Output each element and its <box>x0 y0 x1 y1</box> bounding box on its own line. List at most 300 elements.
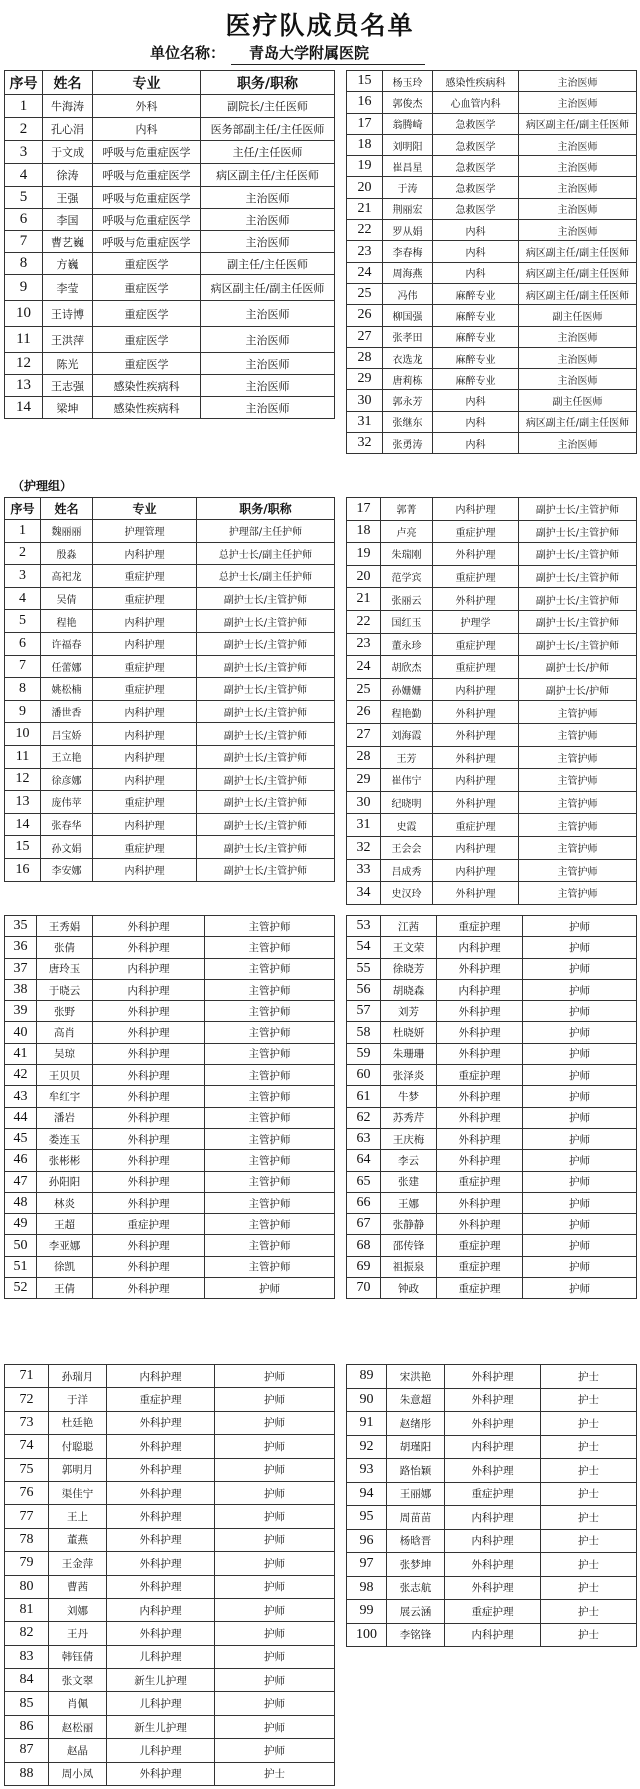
cell-name: 翁腾崎 <box>383 113 433 134</box>
cell-specialty: 外科护理 <box>107 1458 215 1481</box>
cell-name: 崔昌星 <box>383 156 433 177</box>
cell-title: 主管护师 <box>205 1001 335 1022</box>
cell-name: 潘世香 <box>41 700 93 723</box>
cell-name: 刘娜 <box>49 1598 107 1621</box>
table-row <box>5 1715 335 1738</box>
cell-specialty: 外科护理 <box>93 1171 205 1192</box>
cell-seq: 30 <box>347 390 383 411</box>
cell-name: 张文翠 <box>49 1669 107 1692</box>
cell-specialty: 外科护理 <box>107 1528 215 1551</box>
cell-title: 护师 <box>523 1235 637 1256</box>
table-row <box>5 1107 335 1128</box>
cell-name: 梁坤 <box>43 397 93 419</box>
cell-name: 殷淼 <box>41 542 93 565</box>
cell-title: 护士 <box>541 1576 637 1600</box>
cell-seq: 4 <box>5 587 41 610</box>
cell-seq: 99 <box>347 1600 387 1624</box>
cell-title: 护师 <box>215 1505 335 1528</box>
cell-title: 主治医师 <box>201 301 335 327</box>
cell-specialty: 外科护理 <box>93 937 205 958</box>
cell-seq: 1 <box>5 520 41 543</box>
cell-specialty: 外科护理 <box>433 791 519 814</box>
cell-name: 史汉玲 <box>381 882 433 905</box>
cell-name: 郭明月 <box>49 1458 107 1481</box>
cell-seq: 84 <box>5 1669 49 1692</box>
cell-specialty: 外科护理 <box>433 882 519 905</box>
cell-name: 杨玉玲 <box>383 71 433 92</box>
cell-title: 病区副主任/副主任医师 <box>201 275 335 301</box>
cell-seq: 48 <box>5 1192 37 1213</box>
table-row <box>5 723 335 746</box>
cell-title: 副主任/主任医师 <box>201 253 335 275</box>
cell-seq: 3 <box>5 141 43 164</box>
column-header-seq: 序号 <box>5 498 41 520</box>
cell-name: 王会会 <box>381 836 433 859</box>
cell-seq: 3 <box>5 565 41 588</box>
cell-seq: 76 <box>5 1481 49 1504</box>
table-row <box>347 814 637 837</box>
table-row <box>347 241 637 262</box>
cell-title: 护师 <box>523 1043 637 1064</box>
cell-specialty: 重症护理 <box>93 565 197 588</box>
cell-name: 王强 <box>43 187 93 209</box>
cell-title: 护师 <box>523 1065 637 1086</box>
cell-seq: 52 <box>5 1278 37 1299</box>
cell-specialty: 重症护理 <box>93 587 197 610</box>
cell-title: 护士 <box>541 1529 637 1553</box>
cell-name: 庞伟苹 <box>41 791 93 814</box>
table-row <box>5 1214 335 1235</box>
table-row <box>5 1043 335 1064</box>
table-row <box>5 565 335 588</box>
cell-name: 张丽云 <box>381 588 433 611</box>
cell-name: 胡瑾阳 <box>387 1435 445 1459</box>
cell-seq: 15 <box>5 836 41 859</box>
cell-name: 张静静 <box>381 1214 437 1235</box>
cell-title: 副护士长/主管护师 <box>519 565 637 588</box>
cell-specialty: 心血管内科 <box>433 92 519 113</box>
cell-specialty: 内科护理 <box>433 836 519 859</box>
cell-name: 王娜 <box>381 1192 437 1213</box>
table-row <box>5 655 335 678</box>
cell-seq: 16 <box>5 858 41 881</box>
table-row <box>5 327 335 353</box>
cell-specialty: 急救医学 <box>433 113 519 134</box>
cell-specialty: 麻醉专业 <box>433 305 519 326</box>
table-row <box>5 209 335 231</box>
table-row <box>5 836 335 859</box>
cell-title: 护师 <box>523 1107 637 1128</box>
table-row <box>5 1256 335 1277</box>
cell-title: 主管护师 <box>519 769 637 792</box>
cell-seq: 85 <box>5 1692 49 1715</box>
doctor-table-left <box>4 70 335 419</box>
cell-specialty: 重症护理 <box>445 1600 541 1624</box>
table-row <box>5 1552 335 1575</box>
table-row <box>5 1086 335 1107</box>
table-row <box>5 275 335 301</box>
cell-name: 祖振泉 <box>381 1256 437 1277</box>
cell-title: 主管护师 <box>205 1128 335 1149</box>
cell-specialty: 外科护理 <box>93 1278 205 1299</box>
cell-specialty: 儿科护理 <box>107 1645 215 1668</box>
cell-specialty: 外科护理 <box>93 1192 205 1213</box>
cell-seq: 21 <box>347 588 381 611</box>
cell-seq: 15 <box>347 71 383 92</box>
cell-title: 主治医师 <box>519 156 637 177</box>
cell-title: 副主任医师 <box>519 305 637 326</box>
cell-name: 范学宾 <box>381 565 433 588</box>
table-row <box>347 916 637 937</box>
cell-seq: 35 <box>5 916 37 937</box>
cell-title: 护士 <box>541 1482 637 1506</box>
table-row <box>347 678 637 701</box>
cell-name: 王秀娟 <box>37 916 93 937</box>
cell-specialty: 内科护理 <box>93 958 205 979</box>
cell-title: 副护士长/主管护师 <box>197 723 335 746</box>
cell-name: 王文荣 <box>381 937 437 958</box>
table-row <box>347 92 637 113</box>
cell-name: 胡晓森 <box>381 979 437 1000</box>
cell-title: 副护士长/主管护师 <box>197 655 335 678</box>
cell-title: 护士 <box>541 1365 637 1389</box>
cell-seq: 8 <box>5 678 41 701</box>
table-row <box>5 1762 335 1785</box>
cell-name: 于涛 <box>383 177 433 198</box>
table-row <box>347 836 637 859</box>
cell-seq: 26 <box>347 701 381 724</box>
cell-specialty: 重症医学 <box>93 275 201 301</box>
table-row <box>347 1107 637 1128</box>
cell-seq: 14 <box>5 397 43 419</box>
cell-title: 主治医师 <box>519 177 637 198</box>
cell-title: 主管护师 <box>205 1086 335 1107</box>
cell-seq: 16 <box>347 92 383 113</box>
cell-title: 护师 <box>523 1192 637 1213</box>
table-row <box>5 1388 335 1411</box>
cell-specialty: 内科护理 <box>93 768 197 791</box>
column-header-title: 职务/职称 <box>197 498 335 520</box>
cell-title: 护师 <box>215 1669 335 1692</box>
cell-specialty: 外科护理 <box>445 1365 541 1389</box>
cell-title: 副护士长/主管护师 <box>197 745 335 768</box>
cell-name: 郭俊杰 <box>383 92 433 113</box>
table-row <box>347 1278 637 1299</box>
cell-specialty: 内科护理 <box>93 745 197 768</box>
cell-title: 主管护师 <box>519 859 637 882</box>
cell-title: 主管护师 <box>205 1171 335 1192</box>
table-row <box>5 1692 335 1715</box>
cell-seq: 25 <box>347 678 381 701</box>
cell-specialty: 感染性疾病科 <box>433 71 519 92</box>
cell-specialty: 呼吸与危重症医学 <box>93 141 201 164</box>
table-row <box>347 1128 637 1149</box>
cell-specialty: 外科护理 <box>93 916 205 937</box>
table-row <box>347 520 637 543</box>
cell-title: 护师 <box>215 1598 335 1621</box>
cell-seq: 18 <box>347 134 383 155</box>
cell-name: 王超 <box>37 1214 93 1235</box>
cell-specialty: 重症医学 <box>93 301 201 327</box>
cell-title: 主治医师 <box>201 209 335 231</box>
table-row <box>347 134 637 155</box>
cell-name: 赵绪彤 <box>387 1412 445 1436</box>
cell-title: 副护士长/护师 <box>519 678 637 701</box>
cell-name: 赵晶 <box>49 1739 107 1762</box>
cell-name: 张孝田 <box>383 326 433 347</box>
cell-name: 李莹 <box>43 275 93 301</box>
cell-specialty: 重症医学 <box>93 353 201 375</box>
cell-specialty: 呼吸与危重症医学 <box>93 187 201 209</box>
table-row <box>5 1505 335 1528</box>
cell-specialty: 内科 <box>433 411 519 432</box>
cell-seq: 68 <box>347 1235 381 1256</box>
cell-seq: 10 <box>5 301 43 327</box>
nurse-table-71-88 <box>4 1364 335 1786</box>
cell-seq: 42 <box>5 1065 37 1086</box>
cell-seq: 92 <box>347 1435 387 1459</box>
cell-title: 主治医师 <box>519 71 637 92</box>
cell-specialty: 外科护理 <box>93 1150 205 1171</box>
table-row <box>347 1529 637 1553</box>
cell-name: 朱瑞刚 <box>381 543 433 566</box>
table-row <box>5 1171 335 1192</box>
table-row <box>347 1435 637 1459</box>
cell-title: 主治医师 <box>201 375 335 397</box>
cell-name: 唐玲玉 <box>37 958 93 979</box>
table-row <box>5 1598 335 1621</box>
cell-name: 孙文娟 <box>41 836 93 859</box>
cell-seq: 87 <box>5 1739 49 1762</box>
cell-specialty: 内科护理 <box>93 979 205 1000</box>
table-row <box>5 1622 335 1645</box>
cell-specialty: 急救医学 <box>433 156 519 177</box>
cell-specialty: 感染性疾病科 <box>93 397 201 419</box>
table-row <box>5 813 335 836</box>
cell-name: 方巍 <box>43 253 93 275</box>
cell-seq: 96 <box>347 1529 387 1553</box>
cell-seq: 41 <box>5 1043 37 1064</box>
cell-title: 护理部/主任护师 <box>197 520 335 543</box>
cell-name: 于晓云 <box>37 979 93 1000</box>
table-row <box>5 1411 335 1434</box>
table-row <box>5 1528 335 1551</box>
cell-title: 护士 <box>541 1459 637 1483</box>
cell-title: 护士 <box>541 1623 637 1647</box>
column-header-seq: 序号 <box>5 71 43 95</box>
cell-seq: 9 <box>5 275 43 301</box>
cell-title: 护师 <box>523 1001 637 1022</box>
cell-seq: 32 <box>347 836 381 859</box>
cell-specialty: 外科护理 <box>437 958 523 979</box>
cell-seq: 12 <box>5 768 41 791</box>
cell-name: 张泽炎 <box>381 1065 437 1086</box>
cell-seq: 56 <box>347 979 381 1000</box>
table-row <box>347 588 637 611</box>
cell-name: 张梦坤 <box>387 1553 445 1577</box>
cell-specialty: 内科护理 <box>437 937 523 958</box>
cell-seq: 67 <box>347 1214 381 1235</box>
cell-seq: 11 <box>5 327 43 353</box>
cell-name: 郭菁 <box>381 498 433 521</box>
cell-name: 钟政 <box>381 1278 437 1299</box>
cell-title: 主管护师 <box>519 836 637 859</box>
cell-name: 高肖 <box>37 1022 93 1043</box>
cell-title: 副护士长/护师 <box>519 656 637 679</box>
nurse-table-left <box>4 497 335 882</box>
cell-name: 韩钰倩 <box>49 1645 107 1668</box>
cell-name: 肖佩 <box>49 1692 107 1715</box>
cell-seq: 61 <box>347 1086 381 1107</box>
cell-seq: 78 <box>5 1528 49 1551</box>
cell-title: 主管护师 <box>519 814 637 837</box>
cell-specialty: 重症护理 <box>437 1235 523 1256</box>
cell-specialty: 护理管理 <box>93 520 197 543</box>
cell-name: 衣选龙 <box>383 347 433 368</box>
cell-specialty: 外科护理 <box>445 1412 541 1436</box>
cell-name: 柳国强 <box>383 305 433 326</box>
cell-name: 任蕾娜 <box>41 655 93 678</box>
table-row <box>5 768 335 791</box>
cell-title: 护师 <box>523 1150 637 1171</box>
cell-title: 护师 <box>215 1575 335 1598</box>
table-row <box>347 1171 637 1192</box>
cell-specialty: 外科护理 <box>445 1553 541 1577</box>
cell-title: 护师 <box>523 1214 637 1235</box>
cell-specialty: 麻醉专业 <box>433 347 519 368</box>
table-row <box>347 1600 637 1624</box>
table-row <box>5 141 335 164</box>
table-row <box>347 723 637 746</box>
cell-specialty: 重症护理 <box>93 1214 205 1235</box>
cell-seq: 51 <box>5 1256 37 1277</box>
cell-seq: 53 <box>347 916 381 937</box>
cell-name: 刘海霞 <box>381 723 433 746</box>
cell-name: 王洪萍 <box>43 327 93 353</box>
cell-title: 副院长/主任医师 <box>201 95 335 118</box>
table-row <box>347 1459 637 1483</box>
cell-seq: 23 <box>347 241 383 262</box>
cell-specialty: 重症医学 <box>93 253 201 275</box>
cell-name: 王上 <box>49 1505 107 1528</box>
cell-seq: 6 <box>5 632 41 655</box>
table-row <box>347 411 637 432</box>
cell-title: 护士 <box>215 1762 335 1785</box>
table-row <box>5 397 335 419</box>
cell-seq: 95 <box>347 1506 387 1530</box>
cell-seq: 28 <box>347 746 381 769</box>
page-title: 医疗队成员名单 <box>225 11 415 40</box>
cell-title: 护士 <box>541 1412 637 1436</box>
column-header-name: 姓名 <box>43 71 93 95</box>
cell-title: 主治医师 <box>201 353 335 375</box>
table-row <box>347 262 637 283</box>
cell-seq: 17 <box>347 498 381 521</box>
table-header-row <box>5 498 335 520</box>
cell-name: 纪晓明 <box>381 791 433 814</box>
cell-title: 副护士长/主管护师 <box>197 813 335 836</box>
cell-title: 护师 <box>215 1481 335 1504</box>
table-row <box>347 633 637 656</box>
cell-title: 护士 <box>541 1388 637 1412</box>
cell-title: 副护士长/主管护师 <box>197 610 335 633</box>
cell-title: 病区副主任/主任医师 <box>201 164 335 187</box>
table-row <box>347 1412 637 1436</box>
cell-title: 主管护师 <box>205 1214 335 1235</box>
cell-name: 郭永芳 <box>383 390 433 411</box>
cell-name: 国红玉 <box>381 610 433 633</box>
cell-title: 主管护师 <box>519 701 637 724</box>
cell-seq: 20 <box>347 565 381 588</box>
cell-seq: 29 <box>347 369 383 390</box>
cell-title: 主治医师 <box>519 92 637 113</box>
cell-title: 总护士长/副主任护师 <box>197 542 335 565</box>
cell-title: 主治医师 <box>201 231 335 253</box>
cell-name: 王倩 <box>37 1278 93 1299</box>
cell-seq: 77 <box>5 1505 49 1528</box>
cell-title: 护师 <box>215 1458 335 1481</box>
table-row <box>5 1128 335 1149</box>
cell-specialty: 儿科护理 <box>107 1739 215 1762</box>
cell-title: 主治医师 <box>519 433 637 454</box>
cell-title: 副主任医师 <box>519 390 637 411</box>
cell-specialty: 内科 <box>433 262 519 283</box>
table-row <box>5 587 335 610</box>
cell-seq: 27 <box>347 723 381 746</box>
cell-specialty: 外科护理 <box>107 1552 215 1575</box>
cell-name: 牛梦 <box>381 1086 437 1107</box>
cell-title: 护师 <box>523 1022 637 1043</box>
cell-title: 护师 <box>523 1278 637 1299</box>
table-row <box>347 177 637 198</box>
cell-seq: 86 <box>5 1715 49 1738</box>
cell-name: 荆丽宏 <box>383 198 433 219</box>
table-row <box>5 1458 335 1481</box>
cell-seq: 60 <box>347 1065 381 1086</box>
cell-specialty: 外科护理 <box>437 1128 523 1149</box>
cell-title: 主治医师 <box>201 397 335 419</box>
cell-seq: 39 <box>5 1001 37 1022</box>
table-row <box>5 979 335 1000</box>
cell-seq: 4 <box>5 164 43 187</box>
cell-title: 护师 <box>215 1435 335 1458</box>
table-row <box>5 1150 335 1171</box>
cell-name: 宋洪艳 <box>387 1365 445 1389</box>
cell-name: 渠佳宁 <box>49 1481 107 1504</box>
table-row <box>5 791 335 814</box>
table-row <box>347 746 637 769</box>
table-row <box>347 701 637 724</box>
table-row <box>347 958 637 979</box>
cell-name: 胡欣杰 <box>381 656 433 679</box>
cell-name: 周海燕 <box>383 262 433 283</box>
cell-specialty: 麻醉专业 <box>433 369 519 390</box>
cell-specialty: 内科护理 <box>93 610 197 633</box>
table-row <box>5 520 335 543</box>
cell-seq: 34 <box>347 882 381 905</box>
cell-specialty: 内科 <box>433 390 519 411</box>
cell-specialty: 内科护理 <box>93 858 197 881</box>
cell-name: 吴倩 <box>41 587 93 610</box>
table-row <box>347 369 637 390</box>
cell-title: 副护士长/主管护师 <box>519 520 637 543</box>
cell-seq: 13 <box>5 375 43 397</box>
cell-seq: 82 <box>5 1622 49 1645</box>
cell-seq: 24 <box>347 656 381 679</box>
table-header-row <box>5 71 335 95</box>
cell-specialty: 内科护理 <box>107 1598 215 1621</box>
table-row <box>347 1365 637 1389</box>
